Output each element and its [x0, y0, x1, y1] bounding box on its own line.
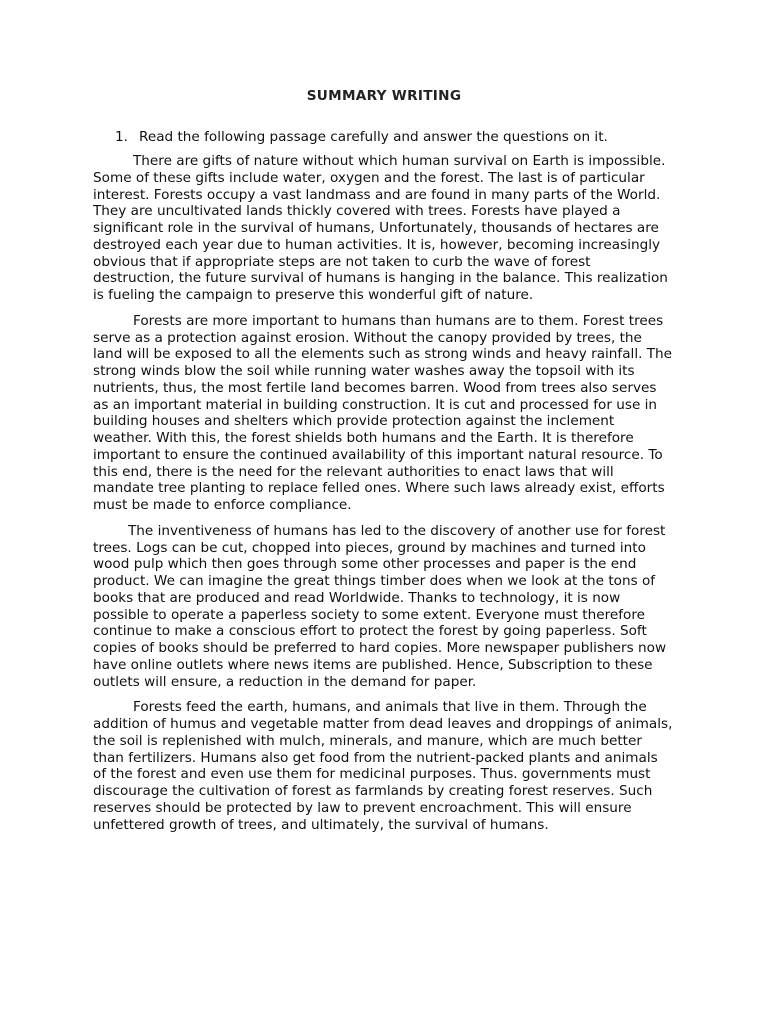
- passage-paragraph-4: Forests feed the earth, humans, and animals that live in them. Through the addition of humus and vegetable matter from dead leaves and droppings of animals, the soil is replenished with mulch, minerals, and manure, which are much better than fertilizers. Humans also get food from the nutrient-packed plants and animals of the forest and even use them for medicinal purposes. Thus. governments must discourage the cultivation of forest as farmlands by creating forest reserves. Such reserves should be protected by law to prevent encroachment. This will ensure unfettered growth of trees, and ultimately, the survival of humans.: [93, 699, 673, 833]
- document-page: [93, 0, 675, 842]
- passage-paragraph-2: Forests are more important to humans than humans are to them. Forest trees serve as a protection against erosion. Without the canopy provided by trees, the land will be exposed to all the elements such as strong winds and heavy rainfall. The strong winds blow the soil while running water washes away the topsoil with its nutrients, thus, the most fertile land becomes barren. Wood from trees also serves as an important material in building construction. It is cut and processed for use in building houses and shelters which provide protection against the inclement weather. With this, the forest shields both humans and the Earth. It is therefore important to ensure the continued availability of this important natural resource. To this end, there is the need for the relevant authorities to enact laws that will mandate tree planting to replace felled ones. Where such laws already exist, efforts must be made to enforce compliance.: [93, 312, 673, 513]
- passage: [93, 153, 675, 833]
- question-number: 1.: [115, 129, 128, 145]
- document-title: SUMMARY WRITING: [306, 88, 462, 104]
- passage-paragraph-3: The inventiveness of humans has led to the discovery of another use for forest trees. Logs can be cut, chopped into pieces, ground by machines and turned into wood pulp which then goes through some other processes and paper is the end product. We can imagine the great things timber does when we look at the tons of books that are produced and read Worldwide. Thanks to technology, it is now possible to operate a paperless society to some extent. Everyone must therefore continue to make a conscious effort to protect the forest by going paperless. Soft copies of books should be preferred to hard copies. More newspaper publishers now have online outlets where news items are published. Hence, Subscription to these outlets will ensure, a reduction in the demand for paper.: [93, 522, 667, 690]
- question-instruction: [115, 129, 675, 146]
- passage-paragraph-1: There are gifts of nature without which human survival on Earth is impossible. Some of these gifts include water, oxygen and the forest. The last is of particular interest. Forests occupy a vast landmass and are found in many parts of the World. They are uncultivated lands thickly covered with trees. Forests have played a significant role in the survival of humans, Unfortunately, thousands of hectares are destroyed each year due to human activities. It is, however, becoming increasingly obvious that if appropriate steps are not taken to curb the wave of forest destruction, the future survival of humans is hanging in the balance. This realization is fueling the campaign to preserve this wonderful gift of nature.: [93, 153, 668, 303]
- question-text: Read the following passage carefully and answer the questions on it.: [139, 129, 608, 145]
